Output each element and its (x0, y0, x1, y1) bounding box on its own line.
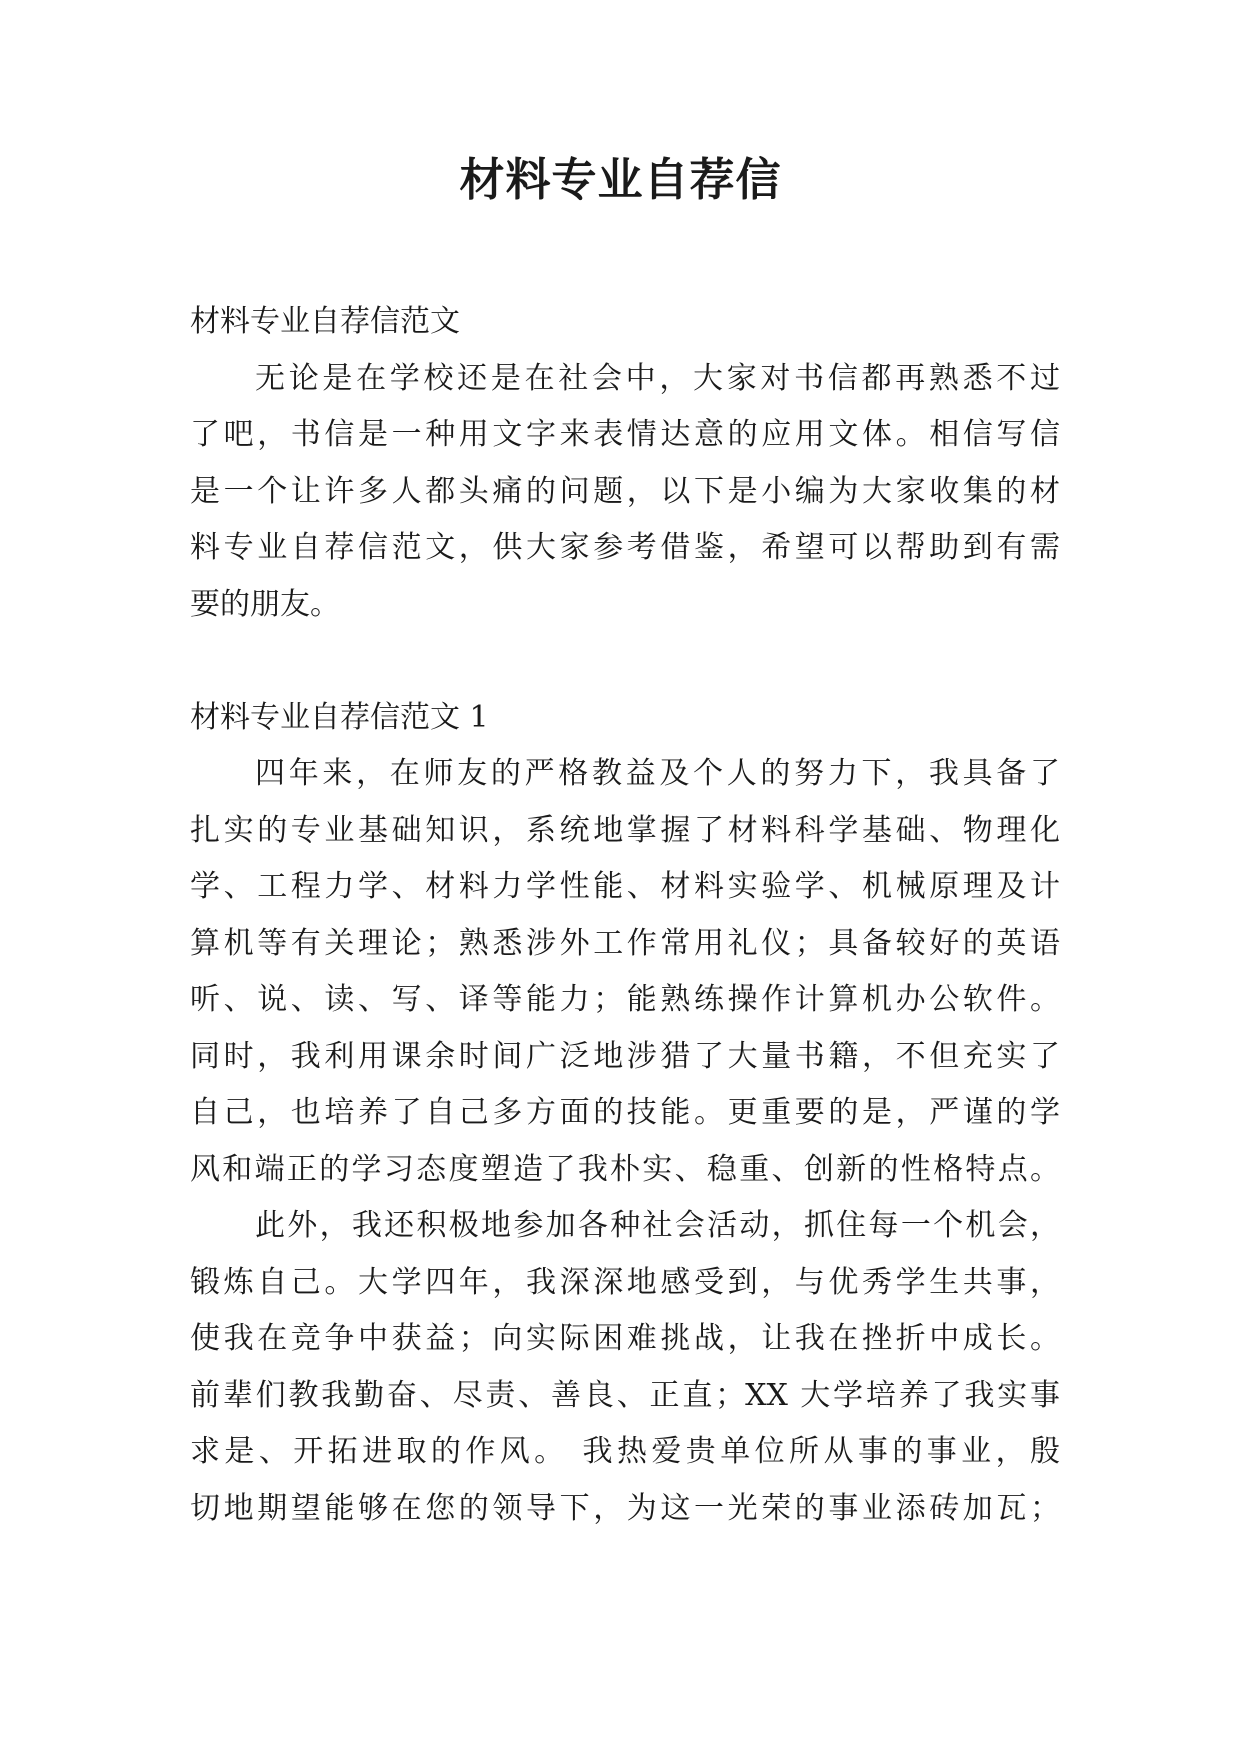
paragraph-line: 同时，我利用课余时间广泛地涉猎了大量书籍，不但充实了 (190, 1038, 1060, 1074)
paragraph-line: 四年来，在师友的严格教益及个人的努力下，我具备了 (255, 756, 1060, 791)
paragraph-line: 料专业自荐信范文，供大家参考借鉴，希望可以帮助到有需 (190, 530, 1060, 565)
paragraph-line: 无论是在学校还是在社会中，大家对书信都再熟悉不过 (255, 360, 1060, 396)
paragraph-line: 此外，我还积极地参加各种社会活动，抓住每一个机会， (255, 1208, 1060, 1243)
paragraph-line: 自己，也培养了自己多方面的技能。更重要的是，严谨的学 (190, 1095, 1060, 1130)
paragraph-line: 要的朋友。 (190, 586, 340, 622)
paragraph-line: 求是、开拓进取的作风。 我热爱贵单位所从事的事业，殷 (190, 1434, 1060, 1469)
paragraph-line: 风和端正的学习态度塑造了我朴实、稳重、创新的性格特点。 (190, 1151, 1060, 1187)
section-heading-intro: 材料专业自荐信范文 (190, 304, 460, 339)
section-heading-sample-1: 材料专业自荐信范文 1 (190, 699, 489, 735)
paragraph-line: 算机等有关理论；熟悉涉外工作常用礼仪；具备较好的英语 (190, 925, 1060, 961)
document-title: 材料专业自荐信 (459, 153, 782, 206)
paragraph-line: 使我在竞争中获益；向实际困难挑战，让我在挫折中成长。 (190, 1321, 1060, 1356)
paragraph-line: 锻炼自己。大学四年，我深深地感受到，与优秀学生共事， (190, 1264, 1060, 1300)
paragraph-line: 是一个让许多人都头痛的问题，以下是小编为大家收集的材 (190, 473, 1060, 509)
paragraph-line: 扎实的专业基础知识，系统地掌握了材料科学基础、物理化 (190, 812, 1060, 848)
paragraph-line: 切地期望能够在您的领导下，为这一光荣的事业添砖加瓦； (190, 1490, 1060, 1526)
paragraph-line: 前辈们教我勤奋、尽责、善良、正直；XX 大学培养了我实事 (190, 1377, 1060, 1413)
paragraph-line: 了吧，书信是一种用文字来表情达意的应用文体。相信写信 (190, 417, 1060, 452)
paragraph-line: 学、工程力学、材料力学性能、材料实验学、机械原理及计 (190, 869, 1060, 904)
paragraph-line: 听、说、读、写、译等能力；能熟练操作计算机办公软件。 (190, 982, 1060, 1017)
document-body (190, 294, 1060, 1537)
blank-line (190, 633, 1060, 690)
